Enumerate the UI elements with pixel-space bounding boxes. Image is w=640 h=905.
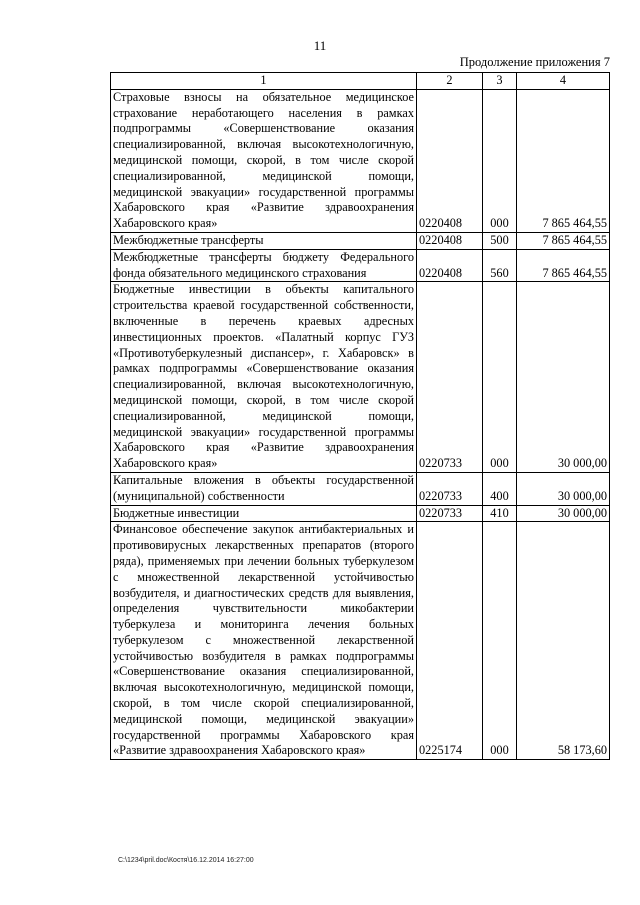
row-code: 0225174 [417,522,483,760]
row-amount: 30 000,00 [517,472,610,505]
budget-table [110,72,610,760]
row-amount: 7 865 464,55 [517,232,610,249]
header-cell-type: 3 [483,73,517,90]
header-cell-amount: 4 [517,73,610,90]
row-amount: 30 000,00 [517,282,610,473]
table-row [111,282,610,473]
row-code: 0220408 [417,249,483,282]
row-type: 500 [483,232,517,249]
row-description: Межбюджетные трансферты бюджету Федерального фонда обязательного медицинского страхования [111,249,417,282]
header-cell-description: 1 [111,73,417,90]
row-type: 400 [483,472,517,505]
row-code: 0220408 [417,232,483,249]
row-amount: 30 000,00 [517,505,610,522]
table-row [111,522,610,760]
row-code: 0220733 [417,472,483,505]
table-row [111,505,610,522]
page-number: 11 [313,38,327,53]
row-description: Межбюджетные трансферты [111,232,417,249]
row-description: Капитальные вложения в объекты государственной (муниципальной) собственности [111,472,417,505]
row-amount: 7 865 464,55 [517,249,610,282]
row-amount: 58 173,60 [517,522,610,760]
table-row [111,249,610,282]
continuation-caption: Продолжение приложения 7 [459,55,610,69]
row-code: 0220408 [417,89,483,232]
row-description: Страховые взносы на обязательное медицинское страхование неработающего населения в рамках подпрограммы «Совершенствование оказания специализированной, включая высокотехнологичную, медицинской помощи, скорой, в том числе скорой специализированной, медицинской помощи, медицинской эвакуации» государственной программы Хабаровского края «Развитие здравоохранения Хабаровского края» [111,89,417,232]
row-amount: 7 865 464,55 [517,89,610,232]
row-description: Бюджетные инвестиции [111,505,417,522]
table-header-row [111,73,610,90]
header-cell-code: 2 [417,73,483,90]
table-row [111,232,610,249]
table-row [111,472,610,505]
row-code: 0220733 [417,505,483,522]
row-description: Бюджетные инвестиции в объекты капитального строительства краевой государственной собственности, включенные в перечень краевых адресных инвестиционных проектов. «Палатный корпус ГУЗ «Противотуберкулезный диспансер», г. Хабаровск» в рамках подпрограммы «Совершенствование оказания специализированной, включая высокотехнологичную, медицинской помощи, скорой, в том числе скорой специализированной, медицинской помощи, медицинской эвакуации» государственной программы Хабаровского края «Развитие здравоохранения Хабаровского края» [111,282,417,473]
row-type: 560 [483,249,517,282]
row-type: 000 [483,522,517,760]
row-type: 410 [483,505,517,522]
row-code: 0220733 [417,282,483,473]
row-type: 000 [483,89,517,232]
row-description: Финансовое обеспечение закупок антибактериальных и противовирусных лекарственных препаратов (второго ряда), применяемых при лечении больных туберкулезом с множественной лекарственной устойчивостью возбудителя, и диагностических средств для выявления, определения чувствительности микобактерии туберкулеза и мониторинга лечения больных туберкулезом с множественной лекарственной устойчивостью возбудителя в рамках подпрограммы «Совершенствование оказания специализированной, включая высокотехнологичную, медицинской помощи, скорой, в том числе скорой специализированной, медицинской помощи, медицинской эвакуации» государственной программы Хабаровского края «Развитие здравоохранения Хабаровского края» [111,522,417,760]
table-row [111,89,610,232]
row-type: 000 [483,282,517,473]
file-path-footer: C:\1234\pril.doc\Костя\16.12.2014 16:27:00 [118,857,254,864]
